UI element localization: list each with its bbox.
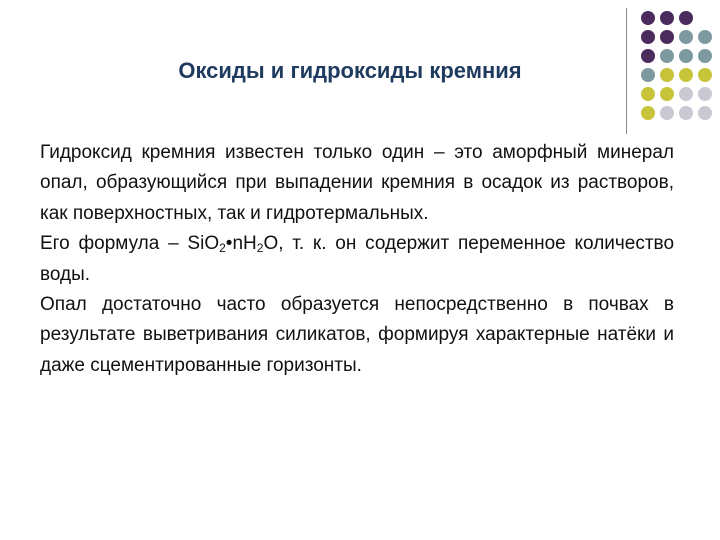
formula-subscript: 2: [219, 241, 226, 256]
formula-suffix: O, т. к. он содержит переменное количество воды.: [40, 233, 675, 285]
decor-dot: [641, 49, 655, 63]
decor-dot: [679, 11, 693, 25]
formula-mid: •nH: [225, 233, 257, 255]
decor-dot: [660, 11, 674, 25]
decor-dot: [698, 87, 712, 101]
decor-dot: [698, 106, 712, 120]
decor-dot: [679, 49, 693, 63]
paragraph-formula: [40, 229, 674, 290]
decor-dot: [660, 106, 674, 120]
decor-dot: [660, 87, 674, 101]
decor-dot: [698, 68, 712, 82]
decor-dot: [679, 30, 693, 44]
decor-dot: [641, 30, 655, 44]
decor-dot: [679, 87, 693, 101]
decor-dot: [679, 106, 693, 120]
slide-title: Оксиды и гидроксиды кремния: [178, 58, 522, 83]
slide-body: [40, 138, 674, 381]
decor-dot: [660, 30, 674, 44]
paragraph-soil-formation: Опал достаточно часто образуется непосредственно в почвах в результате выветривания силикатов, формируя характерные натёки и даже сцементированные горизонты.: [40, 294, 674, 376]
decor-dot: [641, 106, 655, 120]
decor-dot: [660, 68, 674, 82]
paragraph-opal-intro: Гидроксид кремния известен только один – это аморфный минерал опал, образующийся при выпадении кремния в осадок из растворов, как поверхностных, так и гидротермальных.: [40, 142, 674, 224]
decor-dot: [641, 87, 655, 101]
decor-dot: [698, 49, 712, 63]
decor-dot: [679, 68, 693, 82]
decor-dot: [641, 11, 655, 25]
formula-prefix: Его формула – SiO: [40, 233, 220, 255]
decor-dot: [641, 68, 655, 82]
formula-subscript: 2: [256, 241, 264, 256]
decor-dot: [660, 49, 674, 63]
decor-dot: [698, 30, 712, 44]
